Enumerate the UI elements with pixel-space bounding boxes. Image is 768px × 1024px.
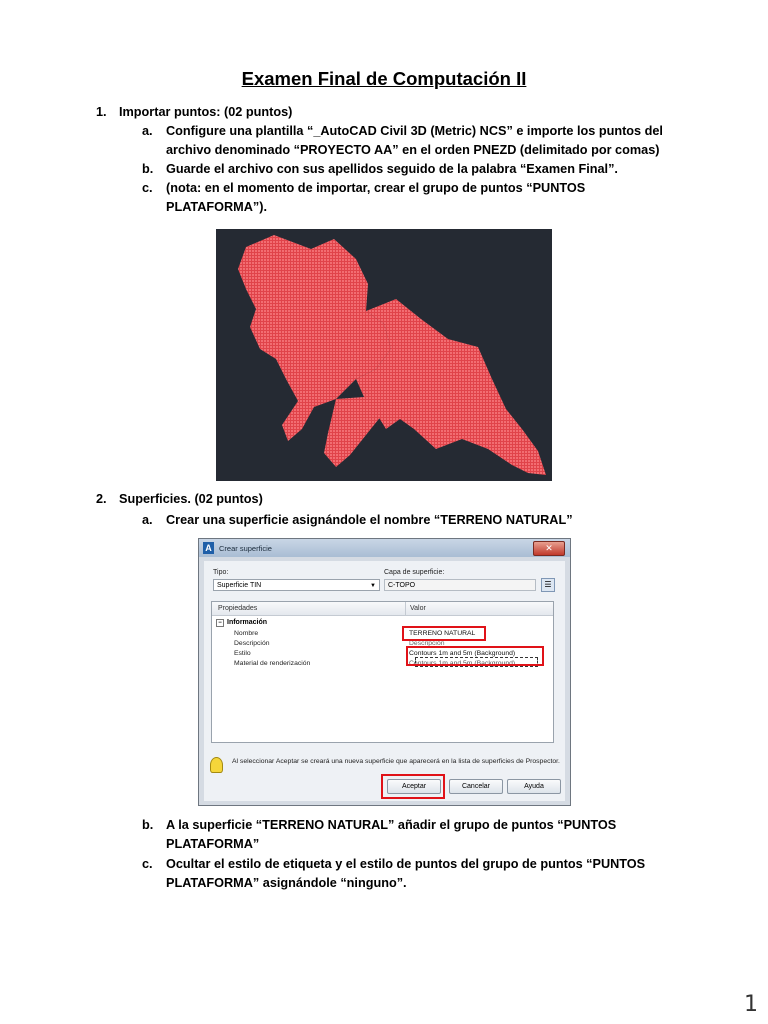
category-label: − Información [216, 618, 267, 628]
item-1a-marker: a. [142, 124, 153, 138]
item-1c-line-1: (nota: en el momento de importar, crear el grupo de puntos “PUNTOS [166, 181, 586, 195]
dialog-titlebar [199, 539, 570, 557]
capa-field[interactable]: C-TOPO [384, 579, 536, 591]
autocad-icon: A [203, 542, 214, 554]
row-key: Descripción [234, 640, 270, 647]
item-2b-line-1: A la superficie “TERRENO NATURAL” añadir el grupo de puntos “PUNTOS [166, 818, 617, 832]
highlight-nombre [402, 626, 486, 641]
collapse-icon: − [216, 619, 224, 627]
page-number: 1 [744, 992, 758, 1017]
section-1-heading: Importar puntos: (02 puntos) [119, 105, 293, 119]
item-2c-line-1: Ocultar el estilo de etiqueta y el estilo de puntos del grupo de puntos “PUNTOS [166, 857, 646, 871]
point-cloud-image [216, 229, 552, 481]
highlight-estilo [406, 646, 544, 666]
row-key: Nombre [234, 630, 259, 637]
chevron-down-icon: ▼ [370, 583, 376, 589]
section-2-number: 2. [96, 492, 107, 506]
item-1b-marker: b. [142, 162, 154, 176]
column-propiedades: Propiedades [218, 605, 258, 612]
item-1a-line-1: Configure una plantilla “_AutoCAD Civil 3D (Metric) NCS” e importe los puntos del [166, 124, 663, 138]
item-2b-marker: b. [142, 818, 154, 832]
row-value: Descripción [409, 640, 445, 647]
category-row[interactable] [212, 618, 553, 628]
capa-label: Capa de superficie: [384, 569, 445, 576]
dialog-title: Crear superficie [219, 544, 272, 553]
close-icon[interactable]: ✕ [533, 541, 565, 556]
row-value: TERRENO NATURAL [409, 630, 476, 637]
layer-picker-icon[interactable]: ☰ [541, 578, 555, 592]
row-value: Contours 1m and 5m (Background) [409, 650, 516, 657]
column-separator [405, 602, 406, 615]
dialog-body [204, 561, 565, 801]
row-value: Contours 1m and 5m (Background) [409, 660, 516, 667]
grid-header [212, 602, 553, 616]
item-1b-line-1: Guarde el archivo con sus apellidos seguido de la palabra “Examen Final”. [166, 162, 618, 176]
cancelar-button[interactable]: Cancelar [449, 779, 503, 794]
tipo-select[interactable] [213, 579, 380, 591]
info-text: Al seleccionar Aceptar se creará una nueva superficie que aparecerá en la lista de superficies de Prospector. [232, 758, 560, 765]
lightbulb-icon [210, 757, 223, 773]
terrain-points-east [356, 299, 546, 475]
item-2a-line-1: Crear una superficie asignándole el nombre “TERRENO NATURAL” [166, 513, 573, 527]
aceptar-button[interactable]: Aceptar [387, 779, 441, 794]
column-valor: Valor [410, 605, 426, 612]
highlight-aceptar [381, 774, 445, 799]
section-1-number: 1. [96, 105, 107, 119]
item-1c-line-2: PLATAFORMA”). [166, 200, 268, 214]
terrain-points-south [324, 397, 382, 467]
row-key: Estilo [234, 650, 251, 657]
point-cloud-drawing [216, 229, 552, 481]
item-2a-marker: a. [142, 513, 153, 527]
item-1a-line-2: archivo denominado “PROYECTO AA” en el orden PNEZD (delimitado por comas) [166, 143, 660, 157]
row-key: Material de renderización [234, 660, 311, 667]
section-2-heading: Superficies. (02 puntos) [119, 492, 263, 506]
item-2c-marker: c. [142, 857, 153, 871]
item-1c-marker: c. [142, 181, 153, 195]
row-nombre[interactable] [212, 629, 553, 639]
item-2b-line-2: PLATAFORMA” [166, 837, 260, 851]
item-2c-line-2: PLATAFORMA” asignándole “ninguno”. [166, 876, 407, 890]
properties-grid [211, 601, 554, 743]
crear-superficie-dialog [198, 538, 571, 806]
ayuda-button[interactable]: Ayuda [507, 779, 561, 794]
tipo-select-value: Superficie TIN [217, 582, 262, 589]
page-title: Examen Final de Computación II [241, 68, 527, 89]
tipo-label: Tipo: [213, 569, 229, 576]
